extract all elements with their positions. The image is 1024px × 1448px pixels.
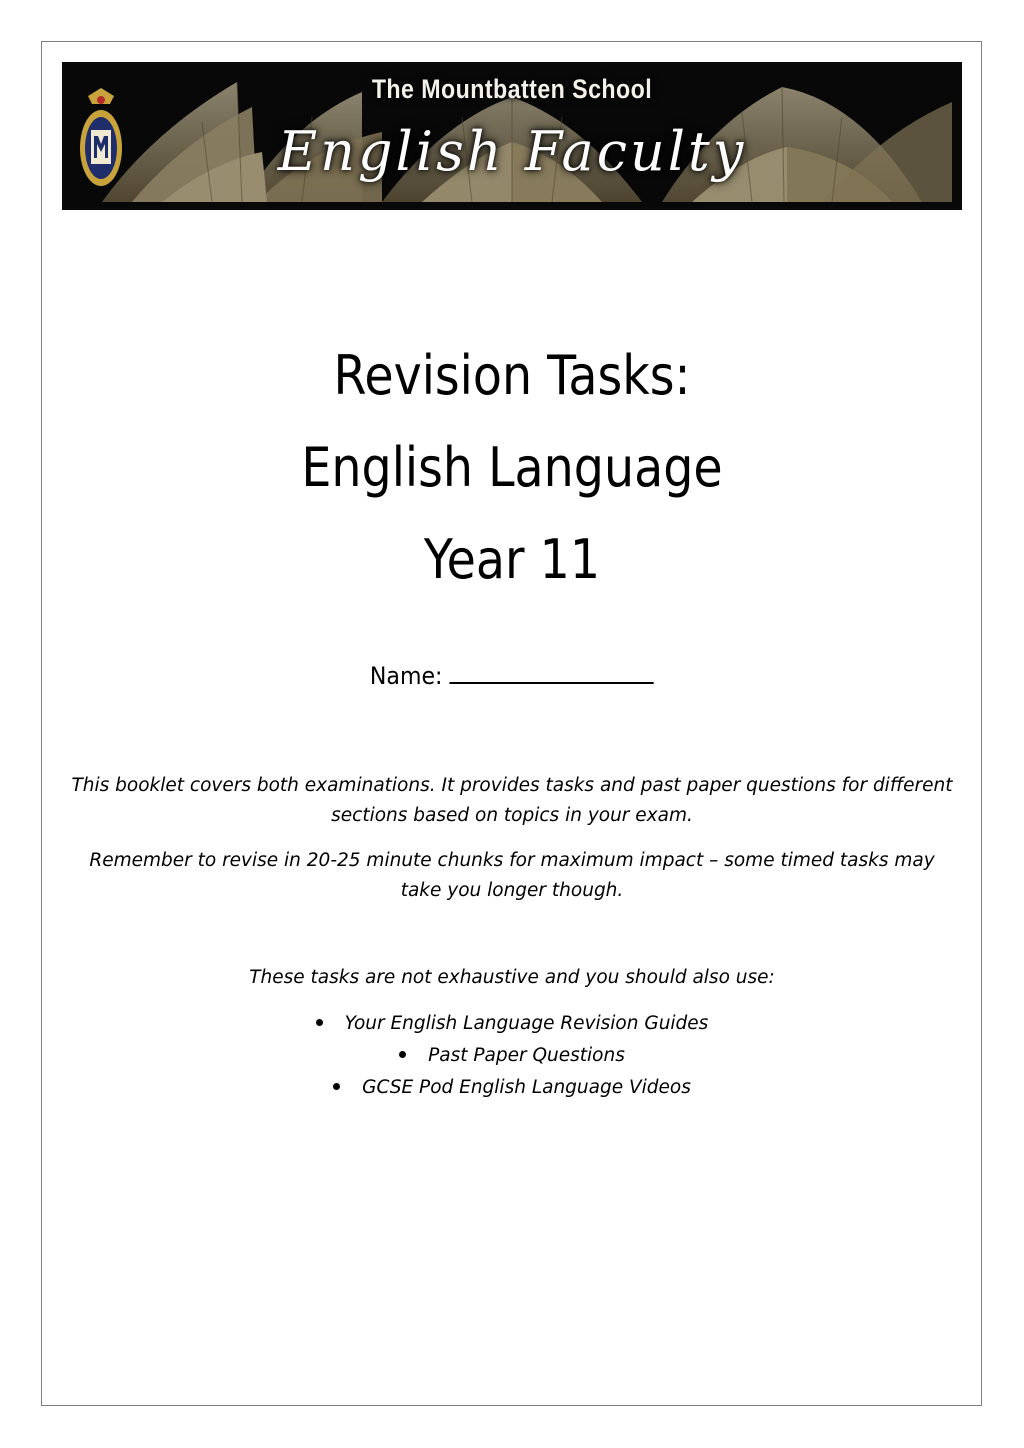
- intro-paragraph-2: Remember to revise in 20-25 minute chunks for maximum impact – some timed tasks may take you longer though.: [89, 850, 935, 901]
- name-label: Name:: [369, 662, 443, 690]
- bullet-icon: [316, 1019, 323, 1026]
- resource-label: Your English Language Revision Guides: [344, 1013, 709, 1034]
- name-blank-line[interactable]: [450, 656, 654, 684]
- document-title: [0, 330, 1024, 606]
- faculty-name: English Faculty: [277, 120, 747, 183]
- resources-heading: These tasks are not exhaustive and you should also use:: [249, 967, 775, 988]
- school-name: The Mountbatten School: [371, 74, 653, 104]
- title-line-2: English Language: [301, 436, 723, 499]
- list-item: [0, 1040, 1024, 1072]
- title-line-3: Year 11: [423, 528, 601, 591]
- bullet-icon: [333, 1083, 340, 1090]
- bullet-icon: [399, 1051, 406, 1058]
- list-item: [0, 1008, 1024, 1040]
- header-banner: [62, 62, 962, 210]
- resources-list: [0, 1008, 1024, 1104]
- resource-label: GCSE Pod English Language Videos: [362, 1077, 691, 1098]
- resource-label: Past Paper Questions: [428, 1045, 625, 1066]
- list-item: [0, 1072, 1024, 1104]
- name-field: [41, 656, 983, 690]
- title-line-1: Revision Tasks:: [333, 344, 691, 407]
- intro-paragraph-1: This booklet covers both examinations. It provides tasks and past paper questions for different sections based on topics in your exam.: [71, 775, 953, 826]
- page-border: [41, 41, 982, 1406]
